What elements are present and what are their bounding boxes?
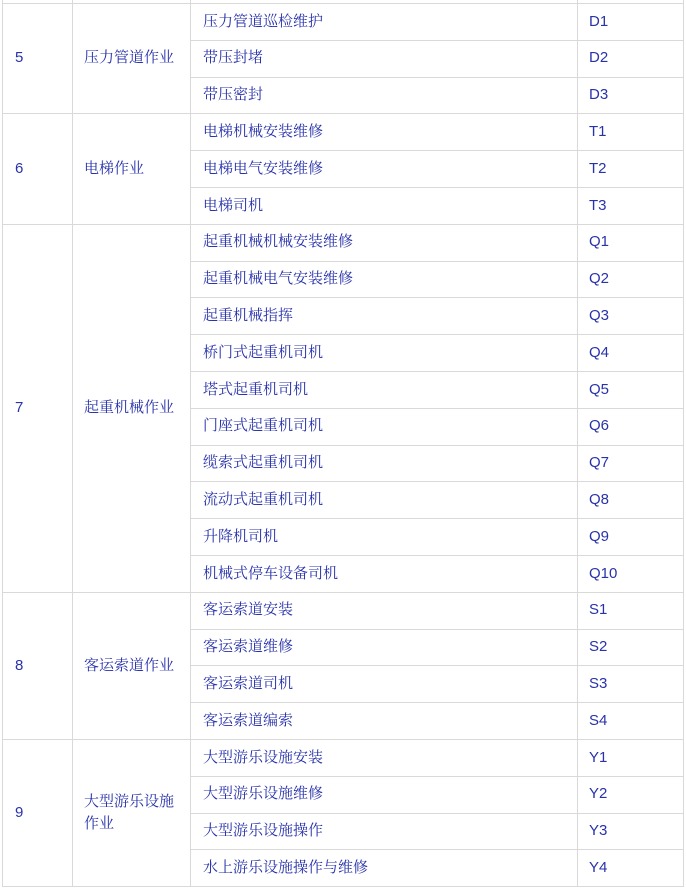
item-code-cell: Q2 xyxy=(578,261,684,298)
item-code-cell: S4 xyxy=(578,703,684,740)
category-cell: 大型游乐设施作业 xyxy=(73,739,191,886)
item-code-cell: Q10 xyxy=(578,555,684,592)
group-index-cell: 7 xyxy=(3,224,73,592)
item-name-cell: 大型游乐设施维修 xyxy=(191,776,578,813)
table-row xyxy=(3,224,684,261)
item-code-cell: S1 xyxy=(578,592,684,629)
item-code-cell: T2 xyxy=(578,151,684,188)
item-name-cell: 带压密封 xyxy=(191,77,578,114)
item-name-cell: 机械式停车设备司机 xyxy=(191,555,578,592)
item-code-cell: T1 xyxy=(578,114,684,151)
item-name-cell: 压力管道巡检维护 xyxy=(191,4,578,41)
item-code-cell: Q3 xyxy=(578,298,684,335)
category-cell: 客运索道作业 xyxy=(73,592,191,739)
item-code-cell: S2 xyxy=(578,629,684,666)
group-index-cell: 9 xyxy=(3,739,73,886)
item-code-cell: Q7 xyxy=(578,445,684,482)
item-code-cell: Y1 xyxy=(578,739,684,776)
item-code-cell: S3 xyxy=(578,666,684,703)
item-name-cell: 门座式起重机司机 xyxy=(191,408,578,445)
item-code-cell: Q4 xyxy=(578,335,684,372)
item-name-cell: 缆索式起重机司机 xyxy=(191,445,578,482)
category-cell: 电梯作业 xyxy=(73,114,191,224)
table-row xyxy=(3,4,684,41)
item-name-cell: 起重机械机械安装维修 xyxy=(191,224,578,261)
item-name-cell: 水上游乐设施操作与维修 xyxy=(191,850,578,887)
item-name-cell: 流动式起重机司机 xyxy=(191,482,578,519)
item-name-cell: 升降机司机 xyxy=(191,519,578,556)
table-row xyxy=(3,592,684,629)
item-name-cell: 带压封堵 xyxy=(191,40,578,77)
item-code-cell: T3 xyxy=(578,187,684,224)
item-code-cell: D1 xyxy=(578,4,684,41)
item-name-cell: 电梯司机 xyxy=(191,187,578,224)
item-name-cell: 电梯电气安装维修 xyxy=(191,151,578,188)
item-name-cell: 起重机械指挥 xyxy=(191,298,578,335)
item-code-cell: Q6 xyxy=(578,408,684,445)
item-code-cell: Q8 xyxy=(578,482,684,519)
item-name-cell: 客运索道维修 xyxy=(191,629,578,666)
table-row xyxy=(3,739,684,776)
item-name-cell: 大型游乐设施操作 xyxy=(191,813,578,850)
item-code-cell: Q5 xyxy=(578,371,684,408)
item-code-cell: Y4 xyxy=(578,850,684,887)
table-row xyxy=(3,114,684,151)
category-cell: 压力管道作业 xyxy=(73,4,191,114)
item-name-cell: 起重机械电气安装维修 xyxy=(191,261,578,298)
group-index-cell: 5 xyxy=(3,4,73,114)
item-code-cell: Y2 xyxy=(578,776,684,813)
item-name-cell: 客运索道编索 xyxy=(191,703,578,740)
item-name-cell: 电梯机械安装维修 xyxy=(191,114,578,151)
item-code-cell: D3 xyxy=(578,77,684,114)
item-name-cell: 客运索道安装 xyxy=(191,592,578,629)
item-name-cell: 塔式起重机司机 xyxy=(191,371,578,408)
group-index-cell: 8 xyxy=(3,592,73,739)
item-name-cell: 桥门式起重机司机 xyxy=(191,335,578,372)
group-index-cell: 6 xyxy=(3,114,73,224)
item-code-cell: Q1 xyxy=(578,224,684,261)
item-name-cell: 大型游乐设施安装 xyxy=(191,739,578,776)
certification-items-table xyxy=(2,0,684,887)
item-code-cell: Q9 xyxy=(578,519,684,556)
item-code-cell: Y3 xyxy=(578,813,684,850)
item-code-cell: D2 xyxy=(578,40,684,77)
category-cell: 起重机械作业 xyxy=(73,224,191,592)
item-name-cell: 客运索道司机 xyxy=(191,666,578,703)
